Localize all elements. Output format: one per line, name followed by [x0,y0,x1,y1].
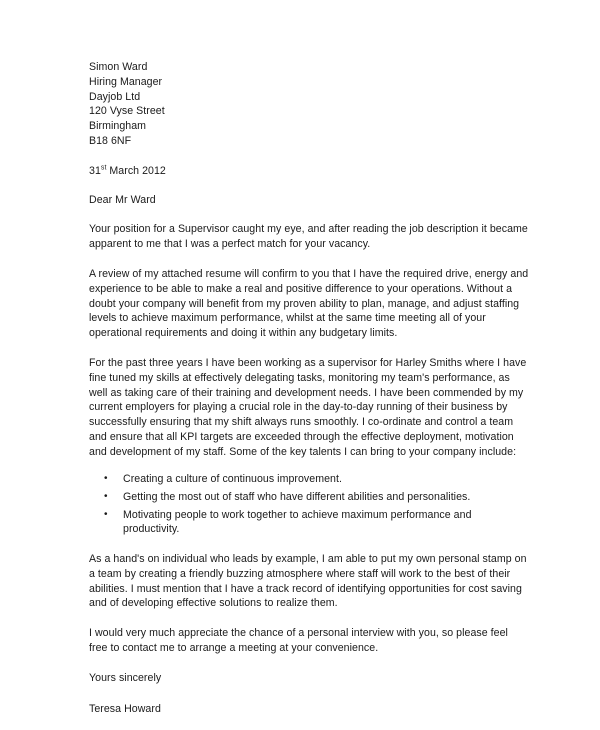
paragraph-leadership: As a hand's on individual who leads by example, I am able to put my own personal stamp on a team by creating a friendly buzzing atmosphere where staff will work to the best of their abilities. I must mention that I have a track record of identifying opportunities for cost saving and of developing effective solutions to realize them. [89,553,527,610]
recipient-company: Dayjob Ltd [89,90,141,103]
recipient-address [89,60,529,149]
talents-list [89,472,529,538]
cover-letter [89,60,529,716]
talent-text: Creating a culture of continuous improvement. [123,472,342,485]
list-item [104,490,529,505]
talent-text: Motivating people to work together to achieve maximum performance and productivity. [123,508,472,536]
recipient-name: Simon Ward [89,61,148,73]
date-month-year: March 2012 [106,164,166,177]
date-day: 31 [89,164,101,177]
paragraph-interview: I would very much appreciate the chance of a personal interview with you, so please feel free to contact me to arrange a meeting at your convenience. [89,627,508,655]
closing: Yours sincerely [89,671,162,684]
bullet-icon: • [104,490,108,502]
date-suffix: st [100,164,107,172]
salutation: Dear Mr Ward [89,193,156,206]
paragraph-experience: For the past three years I have been working as a supervisor for Harley Smiths where I have fine tuned my skills at effectively delegating tasks, monitoring my team's performance, as well as taking care of their training and development needs. I have been commended by my current employers for playing a crucial role in the day-to-day running of their business by successfully ensuring that my shift always runs smoothly. I co-ordinate and control a team and ensure that all KPI targets are exceeded through the effective deployment, motivation and development of my staff. Some of the key talents I can bring to your company include: [89,356,527,458]
bullet-icon: • [104,472,108,484]
letter-date [89,164,529,179]
recipient-postcode: B18 6NF [89,134,132,147]
paragraph-resume: A review of my attached resume will confirm to you that I have the required drive, energy and experience to be able to make a real and positive difference to your operations. Without a doubt your company will benefit from my proven ability to plan, manage, and adjust staffing levels to achieve maximum performance, whilst at the same time meeting all of your operational requirements and doing it within any budgetary limits. [89,267,529,340]
list-item [104,472,529,487]
recipient-street: 120 Vyse Street [89,105,165,118]
paragraph-intro: Your position for a Supervisor caught my eye, and after reading the job description it became apparent to me that I was a perfect match for your vacancy. [89,223,528,251]
recipient-title: Hiring Manager [89,75,163,88]
bullet-icon: • [104,508,108,520]
recipient-city: Birmingham [89,120,147,133]
list-item [104,508,529,538]
talent-text: Getting the most out of staff who have different abilities and personalities. [123,490,471,503]
signature-name: Teresa Howard [89,702,161,715]
